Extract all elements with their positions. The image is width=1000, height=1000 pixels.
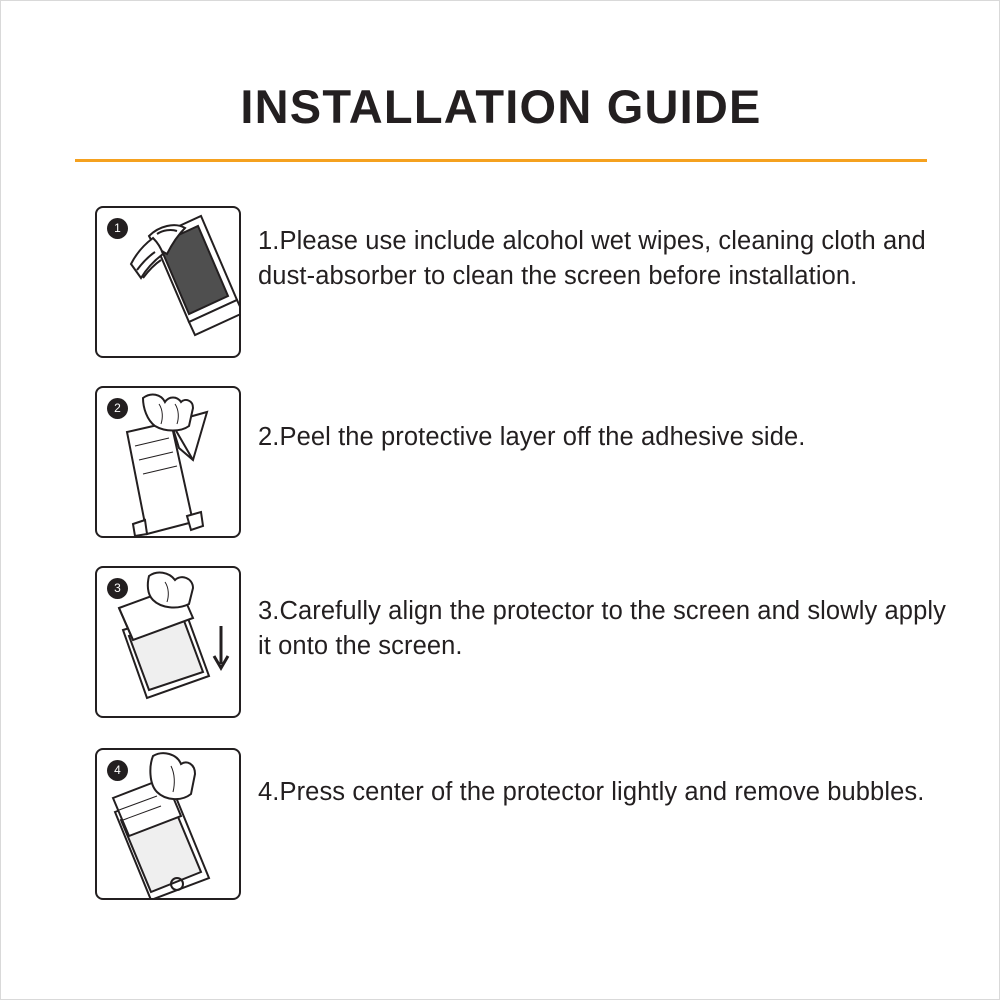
step-3-illustration (95, 566, 241, 718)
step-2-badge: 2 (107, 398, 128, 419)
step-2-text (241, 386, 805, 455)
step-4-text (241, 748, 924, 810)
step-2-illustration (95, 386, 241, 538)
step-2-number: 2. (258, 423, 280, 451)
step-4-body: Press center of the protector lightly and remove bubbles. (279, 778, 925, 806)
step-2-body: Peel the protective layer off the adhesive side. (279, 423, 806, 451)
step-4-number: 4. (258, 778, 280, 806)
list-item (1, 566, 1000, 718)
step-3-body: Carefully align the protector to the screen and slowly apply it onto the screen. (258, 597, 946, 660)
step-1-illustration (95, 206, 241, 358)
step-1-body: Please use include alcohol wet wipes, cleaning cloth and dust-absorber to clean the screen before installation. (258, 227, 926, 290)
step-1-badge: 1 (107, 218, 128, 239)
step-4-illustration (95, 748, 241, 900)
title-divider (75, 159, 927, 162)
step-4-badge: 4 (107, 760, 128, 781)
step-3-text (241, 566, 948, 664)
page-title: INSTALLATION GUIDE (240, 80, 762, 133)
step-1-text (241, 206, 948, 294)
step-3-number: 3. (258, 597, 280, 625)
list-item (1, 386, 1000, 538)
list-item (1, 748, 1000, 900)
list-item (1, 206, 1000, 358)
step-3-badge: 3 (107, 578, 128, 599)
steps-list (1, 206, 1000, 927)
step-1-number: 1. (258, 227, 280, 255)
